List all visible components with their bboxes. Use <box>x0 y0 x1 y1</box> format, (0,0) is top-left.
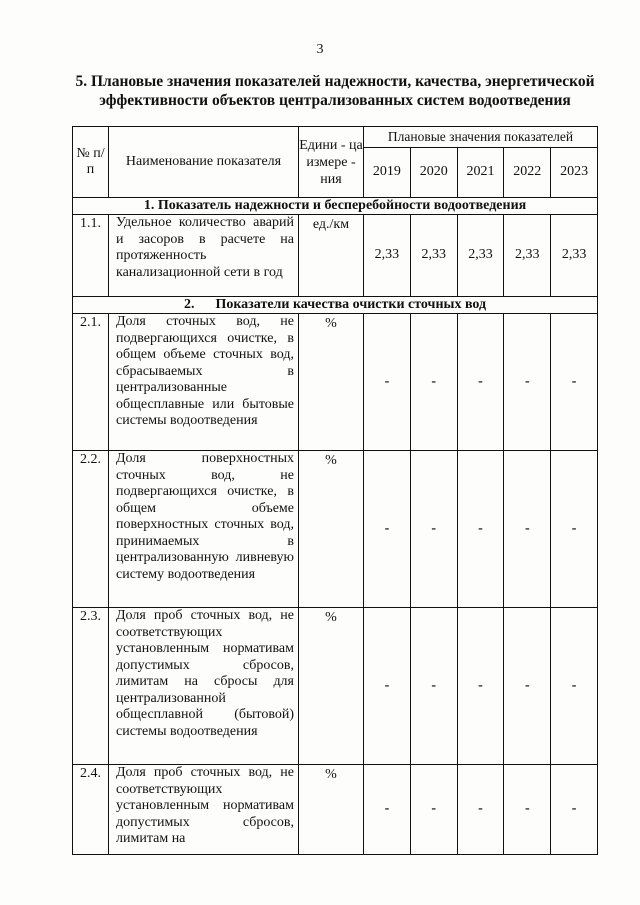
row-number: 2.3. <box>73 608 109 765</box>
value-cell: - <box>457 765 504 855</box>
value-cell: 2,33 <box>504 215 551 297</box>
year-header: 2019 <box>364 148 411 198</box>
indicator-name: Удельное количество аварий и засоров в расчете на протяженность канализационной сети в год <box>109 215 299 297</box>
row-number: 1.1. <box>73 215 109 297</box>
value-cell: 2,33 <box>410 215 457 297</box>
value-cell: - <box>364 765 411 855</box>
unit-cell: % <box>299 451 364 608</box>
section-title: 2. Показатели качества очистки сточных вод <box>73 297 598 314</box>
year-header: 2023 <box>551 148 598 198</box>
value-cell: - <box>551 608 598 765</box>
value-cell: - <box>551 765 598 855</box>
table-row <box>73 608 598 765</box>
value-cell: - <box>410 451 457 608</box>
unit-cell: % <box>299 608 364 765</box>
table-row <box>73 451 598 608</box>
value-cell: - <box>457 314 504 451</box>
year-header: 2022 <box>504 148 551 198</box>
value-cell: - <box>504 451 551 608</box>
value-cell: 2,33 <box>551 215 598 297</box>
indicator-name: Доля проб сточных вод, не соответствующих установленным нормативам допустимых сбросов, лимитам на <box>109 765 299 855</box>
value-cell: - <box>364 314 411 451</box>
value-cell: 2,33 <box>457 215 504 297</box>
year-header: 2021 <box>457 148 504 198</box>
value-cell: - <box>410 765 457 855</box>
indicator-name: Доля проб сточных вод, не соответствующих установленным нормативам допустимых сбросов, лимитам на сбросы для централизованной общесплавной (бытовой) системы водоотведения <box>109 608 299 765</box>
column-header-name: Наименование показателя <box>109 127 299 198</box>
value-cell: - <box>364 451 411 608</box>
unit-cell: % <box>299 314 364 451</box>
value-cell: - <box>410 608 457 765</box>
indicators-table <box>72 126 598 855</box>
value-cell: - <box>457 451 504 608</box>
unit-cell: ед./км <box>299 215 364 297</box>
page-number: 3 <box>316 42 324 57</box>
value-cell: - <box>551 314 598 451</box>
unit-cell: % <box>299 765 364 855</box>
section-heading <box>70 72 600 110</box>
column-header-unit: Едини - ца измере - ния <box>299 127 364 198</box>
value-cell: - <box>457 608 504 765</box>
row-number: 2.2. <box>73 451 109 608</box>
value-cell: 2,33 <box>364 215 411 297</box>
table-row <box>73 215 598 297</box>
column-header-number: № п/п <box>73 127 109 198</box>
table-row <box>73 765 598 855</box>
indicator-name: Доля сточных вод, не подвергающихся очистке, в общем объеме сточных вод, сбрасываемых в централизованные общесплавные или бытовые системы водоотведения <box>109 314 299 451</box>
section-title: 1. Показатель надежности и бесперебойности водоотведения <box>73 198 598 215</box>
row-number: 2.1. <box>73 314 109 451</box>
value-cell: - <box>551 451 598 608</box>
value-cell: - <box>504 314 551 451</box>
heading-line-2: эффективности объектов централизованных систем водоотведения <box>99 92 571 109</box>
column-header-plan: Плановые значения показателей <box>364 127 598 148</box>
table-row <box>73 314 598 451</box>
year-header: 2020 <box>410 148 457 198</box>
heading-line-1: 5. Плановые значения показателей надежности, качества, энергетической <box>75 73 595 90</box>
value-cell: - <box>504 608 551 765</box>
value-cell: - <box>410 314 457 451</box>
indicator-name: Доля поверхностных сточных вод, не подвергающихся очистке, в общем объеме поверхностных сточных вод, принимаемых в централизованную ливневую систему водоотведения <box>109 451 299 608</box>
value-cell: - <box>504 765 551 855</box>
row-number: 2.4. <box>73 765 109 855</box>
value-cell: - <box>364 608 411 765</box>
